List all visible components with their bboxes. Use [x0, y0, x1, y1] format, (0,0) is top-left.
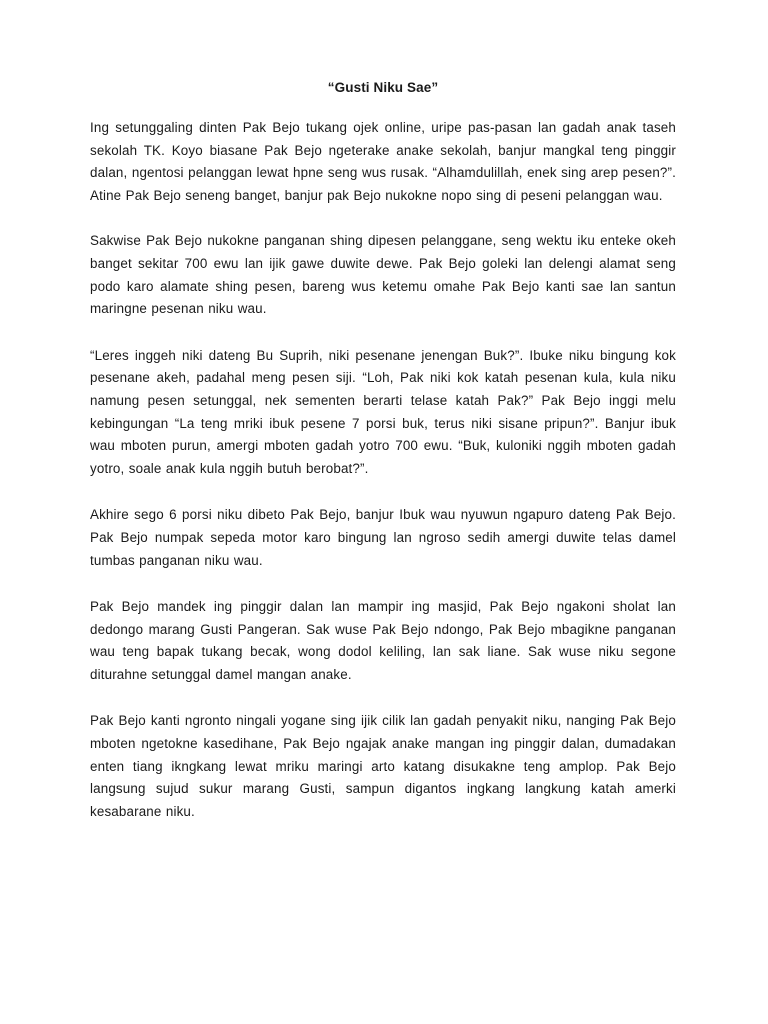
paragraph-4: Akhire sego 6 porsi niku dibeto Pak Bejo, banjur Ibuk wau nyuwun ngapuro dateng Pak Bejo. Pak Bejo numpak sepeda motor karo bingung lan ngroso sedih amergi duwite telas damel tumbas panganan niku wau.: [90, 507, 676, 568]
paragraph-5: Pak Bejo mandek ing pinggir dalan lan mampir ing masjid, Pak Bejo ngakoni sholat lan dedongo marang Gusti Pangeran. Sak wuse Pak Bejo ndongo, Pak Bejo mbagikne panganan wau teng bapak tukang becak, wong dodol keliling, lan sak liane. Sak wuse niku segone diturahne setunggal damel mangan anake.: [90, 599, 676, 682]
paragraph-1: Ing setunggaling dinten Pak Bejo tukang ojek online, uripe pas-pasan lan gadah anak taseh sekolah TK. Koyo biasane Pak Bejo ngeterake anake sekolah, banjur mangkal teng pinggir dalan, ngentosi pelanggan lewat hpne seng wus rusak. “Alhamdulillah, enek sing arep pesen?”. Atine Pak Bejo seneng banget, banjur pak Bejo nukokne nopo sing di peseni pelanggan wau.: [90, 120, 676, 203]
paragraph-2: Sakwise Pak Bejo nukokne panganan shing dipesen pelanggane, seng wektu iku enteke okeh banget sekitar 700 ewu lan ijik gawe duwite dewe. Pak Bejo goleki lan delengi alamat seng podo karo alamate shing pesen, bareng wus ketemu omahe Pak Bejo kanti sae lan santun maringne pesenan niku wau.: [90, 233, 676, 317]
document-page: [90, 0, 676, 1024]
document-title: “Gusti Niku Sae”: [327, 80, 439, 95]
paragraph-6: Pak Bejo kanti ngronto ningali yogane sing ijik cilik lan gadah penyakit niku, nanging Pak Bejo mboten ngetokne kasedihane, Pak Bejo ngajak anake mangan ing pinggir dalan, dumadakan enten tiang ikngkang lewat mriku maringi arto katang disukakne teng amplop. Pak Bejo langsung sujud sukur marang Gusti, sampun digantos ingkang langkung katah amerki kesabarane niku.: [90, 713, 676, 819]
document-body: [90, 117, 676, 823]
paragraph-3: “Leres inggeh niki dateng Bu Suprih, niki pesenane jenengan Buk?”. Ibuke niku bingung kok pesenane akeh, padahal meng pesen siji. “Loh, Pak niki kok katah pesenan kula, kula niku namung pesen setunggal, nek sementen berarti telase katah Pak?” Pak Bejo inggi melu kebingungan “La teng mriki ibuk pesene 7 porsi buk, terus niki sisane pripun?”. Banjur ibuk wau mboten purun, amergi mboten gadah yotro 700 ewu. “Buk, kuloniki nggih mboten gadah yotro, soale anak kula nggih butuh berobat?”.: [90, 347, 676, 476]
